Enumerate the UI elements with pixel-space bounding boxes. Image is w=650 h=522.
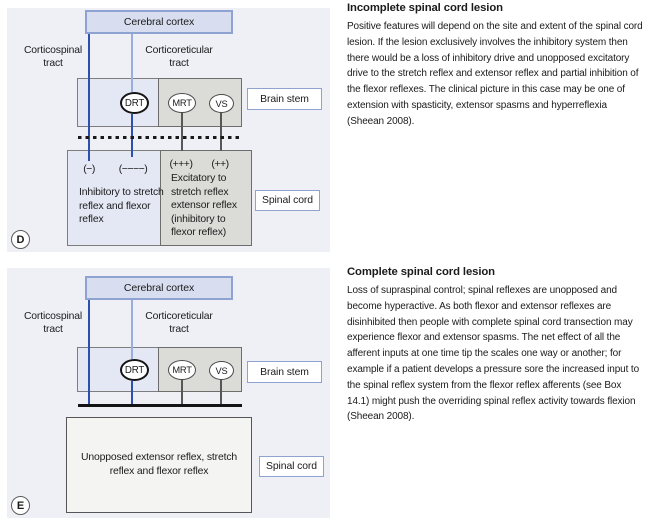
mrt-label-d: MRT [172, 98, 192, 108]
lesion-body-e: Loss of supraspinal control; spinal reflexes are unopposed and become hyperactive. As both flexor and extensor reflexes are disinhibited then people with complete spinal cord transection may experience flexor and extensor spasms. The net effect of all the afferent inputs at one time tip the scales one way or another; for example if a patient develops a pressure sore the increased input to the spinal reflex system from the flexor reflex afferents (see Box 14.1) might push the overriding spinal reflex activity towards flexion (Sheean 2008). [347, 285, 640, 423]
vs-label-d: VS [215, 98, 228, 109]
drt-label-e: DRT [124, 364, 145, 376]
sign-corticospinal-d: (−) [83, 163, 95, 175]
cerebral-cortex-label-e: Cerebral cortex [123, 282, 195, 294]
brainstem-tag-e [247, 361, 322, 383]
vs-projection-line-d [220, 112, 222, 151]
spinalcord-tag-d [255, 190, 320, 211]
corticoreticular-tract-label-d: Corticoreticular tract [145, 45, 213, 69]
sign-vs-d: (++) [211, 158, 229, 170]
spinalcord-tag-label-e: Spinal cord [266, 461, 317, 472]
corticospinal-tract-label-d: Corticospinal tract [23, 45, 83, 69]
mrt-projection-line-d [181, 112, 183, 151]
text-column-e [347, 266, 644, 425]
sign-drt-d: (−−−−) [118, 163, 148, 175]
brainstem-tag-label-e: Brain stem [260, 366, 309, 378]
panel-marker-e: E [11, 496, 30, 515]
drt-node-e [120, 359, 149, 381]
vs-projection-line-e [220, 379, 222, 404]
lesion-body-d: Positive features will depend on the site and extent of the spinal cord lesion. If the lesion exclusively involves the inhibitory system then there would be a loss of inhibitory drive and unopposed excitatory drive to the stretch reflex and extensor reflex and partial inhibition of the flexor reflexes. The clinical picture in this case may be one of extension with spasticity, extensor spasms and hyperreflexia (Sheean 2008). [347, 21, 643, 127]
sign-mrt-d: (+++) [169, 158, 193, 170]
corticoreticular-tract-line-upper-d [131, 34, 133, 92]
lesion-title-e: Complete spinal cord lesion [347, 266, 495, 278]
mrt-node-d [168, 93, 196, 113]
mrt-label-e: MRT [172, 365, 192, 375]
inhibitory-description-d: Inhibitory to stretch reflex and flexor reflex [79, 187, 164, 225]
vs-node-d [209, 94, 234, 113]
corticospinal-tract-label-e: Corticospinal tract [23, 311, 83, 335]
lesion-title-d: Incomplete spinal cord lesion [347, 2, 503, 14]
drt-node-d [120, 92, 149, 114]
panel-marker-d: D [11, 230, 30, 249]
drt-label-d: DRT [124, 97, 145, 109]
corticospinal-tract-line-e [88, 300, 90, 404]
mrt-node-e [168, 360, 196, 380]
corticoreticular-tract-line-lower-e [131, 381, 133, 404]
excitatory-description-d: Excitatory to stretch reflex extensor reflex (inhibitory to flexor reflex) [171, 173, 237, 238]
mrt-projection-line-e [181, 379, 183, 404]
brainstem-tag-label-d: Brain stem [260, 93, 309, 105]
corticoreticular-tract-label-e: Corticoreticular tract [145, 311, 213, 335]
brainstem-tag-d [247, 88, 322, 110]
corticoreticular-tract-line-upper-e [131, 300, 133, 359]
spinalcord-tag-label-d: Spinal cord [262, 195, 313, 206]
vs-node-e [209, 361, 234, 380]
cerebral-cortex-label-d: Cerebral cortex [123, 16, 195, 28]
corticospinal-tract-line-d [88, 34, 90, 161]
cerebral-cortex-box-d [85, 10, 233, 34]
complete-transection-line [78, 404, 242, 407]
cerebral-cortex-box-e [85, 276, 233, 300]
incomplete-lesion-dashed-line [78, 136, 242, 139]
spinalcord-tag-e [259, 456, 324, 477]
text-column-d [347, 2, 644, 130]
vs-label-e: VS [215, 365, 228, 376]
unopposed-reflex-description-e: Unopposed extensor reflex, stretch reflex and flexor reflex [80, 452, 238, 477]
